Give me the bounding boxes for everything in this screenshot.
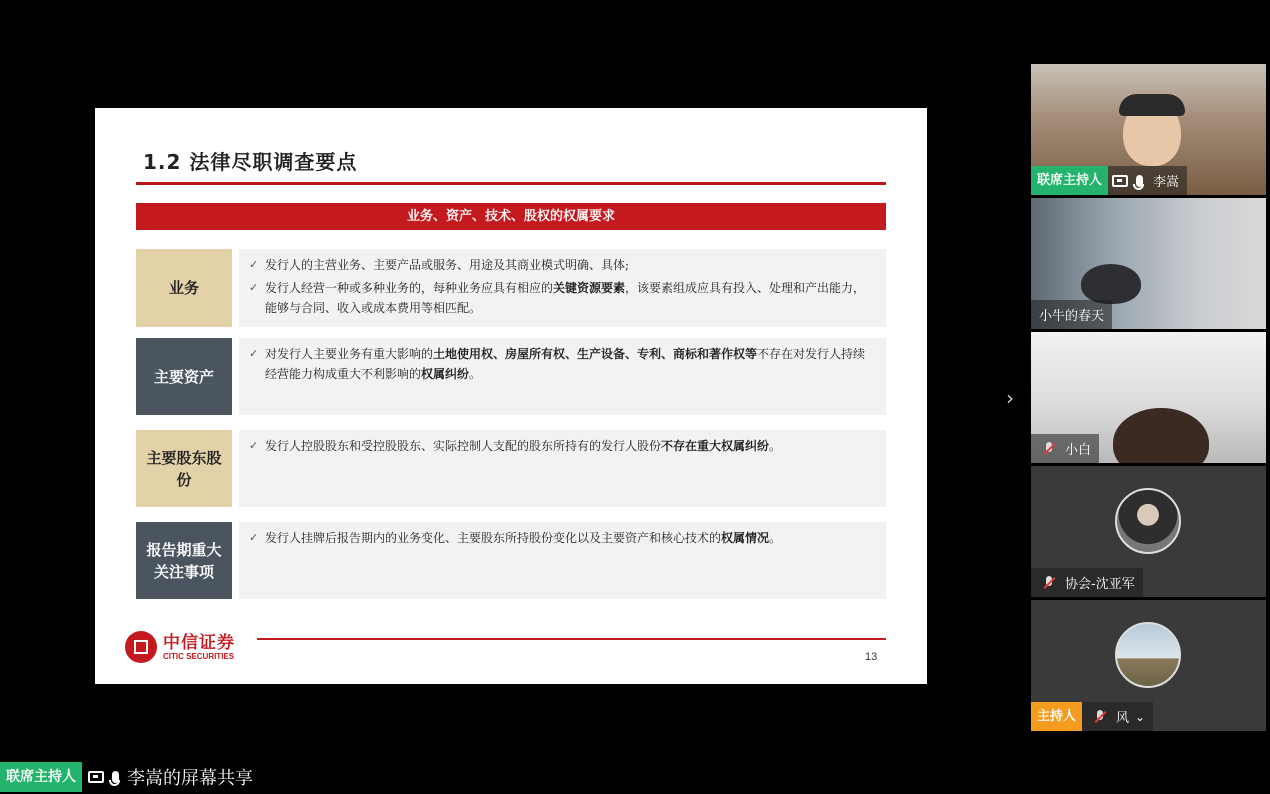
bullet-item: ✓ 发行人经营一种或多种业务的，每种业务应具有相应的关键资源要素，该要素组成应具有投入、处理和产出能力，能够与合同、收入或成本费用等相匹配。 bbox=[249, 278, 874, 318]
row-reporting-period bbox=[136, 522, 886, 599]
participant-name-bar bbox=[1031, 300, 1112, 329]
host-badge: 联席主持人 bbox=[0, 762, 82, 792]
check-icon: ✓ bbox=[249, 347, 259, 360]
citic-logo-icon bbox=[125, 631, 157, 663]
row-body bbox=[239, 249, 886, 327]
row-label: 报告期重大关注事项 bbox=[136, 522, 232, 599]
logo-name-cn: 中信证券 bbox=[163, 632, 235, 653]
participant-name: 风 bbox=[1116, 711, 1130, 726]
bullet-item: ✓ 发行人控股股东和受控股股东、实际控制人支配的股东所持有的发行人股份不存在重大权属纠纷。 bbox=[249, 436, 874, 456]
check-icon: ✓ bbox=[249, 258, 259, 271]
participant-tile[interactable] bbox=[1031, 466, 1266, 597]
bullet-item: ✓ 对发行人主要业务有重大影响的土地使用权、房屋所有权、生产设备、专利、商标和著作权等不存在对发行人持续经营能力构成重大不利影响的权属纠纷。 bbox=[249, 344, 874, 384]
participant-name: 李嵩 bbox=[1153, 175, 1180, 190]
check-icon: ✓ bbox=[249, 281, 259, 294]
screen-share-icon bbox=[88, 771, 104, 783]
participant-name-bar bbox=[1031, 702, 1153, 731]
participant-name-bar bbox=[1031, 166, 1187, 195]
row-body bbox=[239, 338, 886, 415]
participant-name: 小牛的春天 bbox=[1039, 309, 1105, 324]
section-banner: 业务、资产、技术、股权的权属要求 bbox=[136, 203, 886, 230]
chevron-right-icon[interactable]: › bbox=[1006, 386, 1014, 410]
microphone-muted-icon bbox=[1041, 442, 1057, 456]
row-body bbox=[239, 522, 886, 599]
participant-name-bar bbox=[1031, 434, 1099, 463]
citic-logo bbox=[125, 631, 235, 663]
footer-divider bbox=[257, 638, 886, 640]
participant-name: 小白 bbox=[1065, 443, 1092, 458]
check-icon: ✓ bbox=[249, 439, 259, 452]
microphone-muted-icon bbox=[1041, 576, 1057, 590]
host-badge: 主持人 bbox=[1031, 702, 1082, 731]
participant-video bbox=[1113, 408, 1209, 463]
microphone-icon bbox=[112, 771, 119, 783]
row-label: 业务 bbox=[136, 249, 232, 327]
participant-tile[interactable] bbox=[1031, 64, 1266, 195]
avatar bbox=[1115, 622, 1181, 688]
participant-name: 协会-沈亚军 bbox=[1065, 577, 1135, 592]
row-major-shareholders bbox=[136, 430, 886, 507]
check-icon: ✓ bbox=[249, 531, 259, 544]
page-number: 13 bbox=[865, 651, 878, 663]
participant-tile[interactable] bbox=[1031, 600, 1266, 731]
microphone-muted-icon bbox=[1092, 710, 1108, 724]
slide-title: 1.2 法律尽职调查要点 bbox=[143, 150, 358, 174]
participant-name-bar bbox=[1031, 568, 1143, 597]
screen-share-label: 李嵩的屏幕共享 bbox=[127, 768, 253, 789]
microphone-icon bbox=[1136, 175, 1143, 187]
screen-share-status bbox=[0, 760, 253, 794]
participant-video bbox=[1081, 264, 1141, 304]
shared-slide bbox=[95, 108, 927, 684]
row-label: 主要股东股份 bbox=[136, 430, 232, 507]
participant-tile[interactable] bbox=[1031, 332, 1266, 463]
chevron-down-icon[interactable]: ⌄ bbox=[1135, 709, 1146, 724]
avatar bbox=[1115, 488, 1181, 554]
logo-name-en: CITIC SECURITIES bbox=[163, 651, 235, 661]
row-label: 主要资产 bbox=[136, 338, 232, 415]
screen-share-icon bbox=[1112, 175, 1128, 187]
bullet-item: ✓ 发行人的主营业务、主要产品或服务、用途及其商业模式明确、具体; bbox=[249, 255, 874, 275]
row-business bbox=[136, 249, 886, 327]
participant-tile[interactable] bbox=[1031, 198, 1266, 329]
bullet-item: ✓ 发行人挂牌后报告期内的业务变化、主要股东所持股份变化以及主要资产和核心技术的权属情况。 bbox=[249, 528, 874, 548]
host-badge: 联席主持人 bbox=[1031, 166, 1108, 195]
title-divider bbox=[136, 182, 886, 185]
row-body bbox=[239, 430, 886, 507]
row-main-assets bbox=[136, 338, 886, 415]
